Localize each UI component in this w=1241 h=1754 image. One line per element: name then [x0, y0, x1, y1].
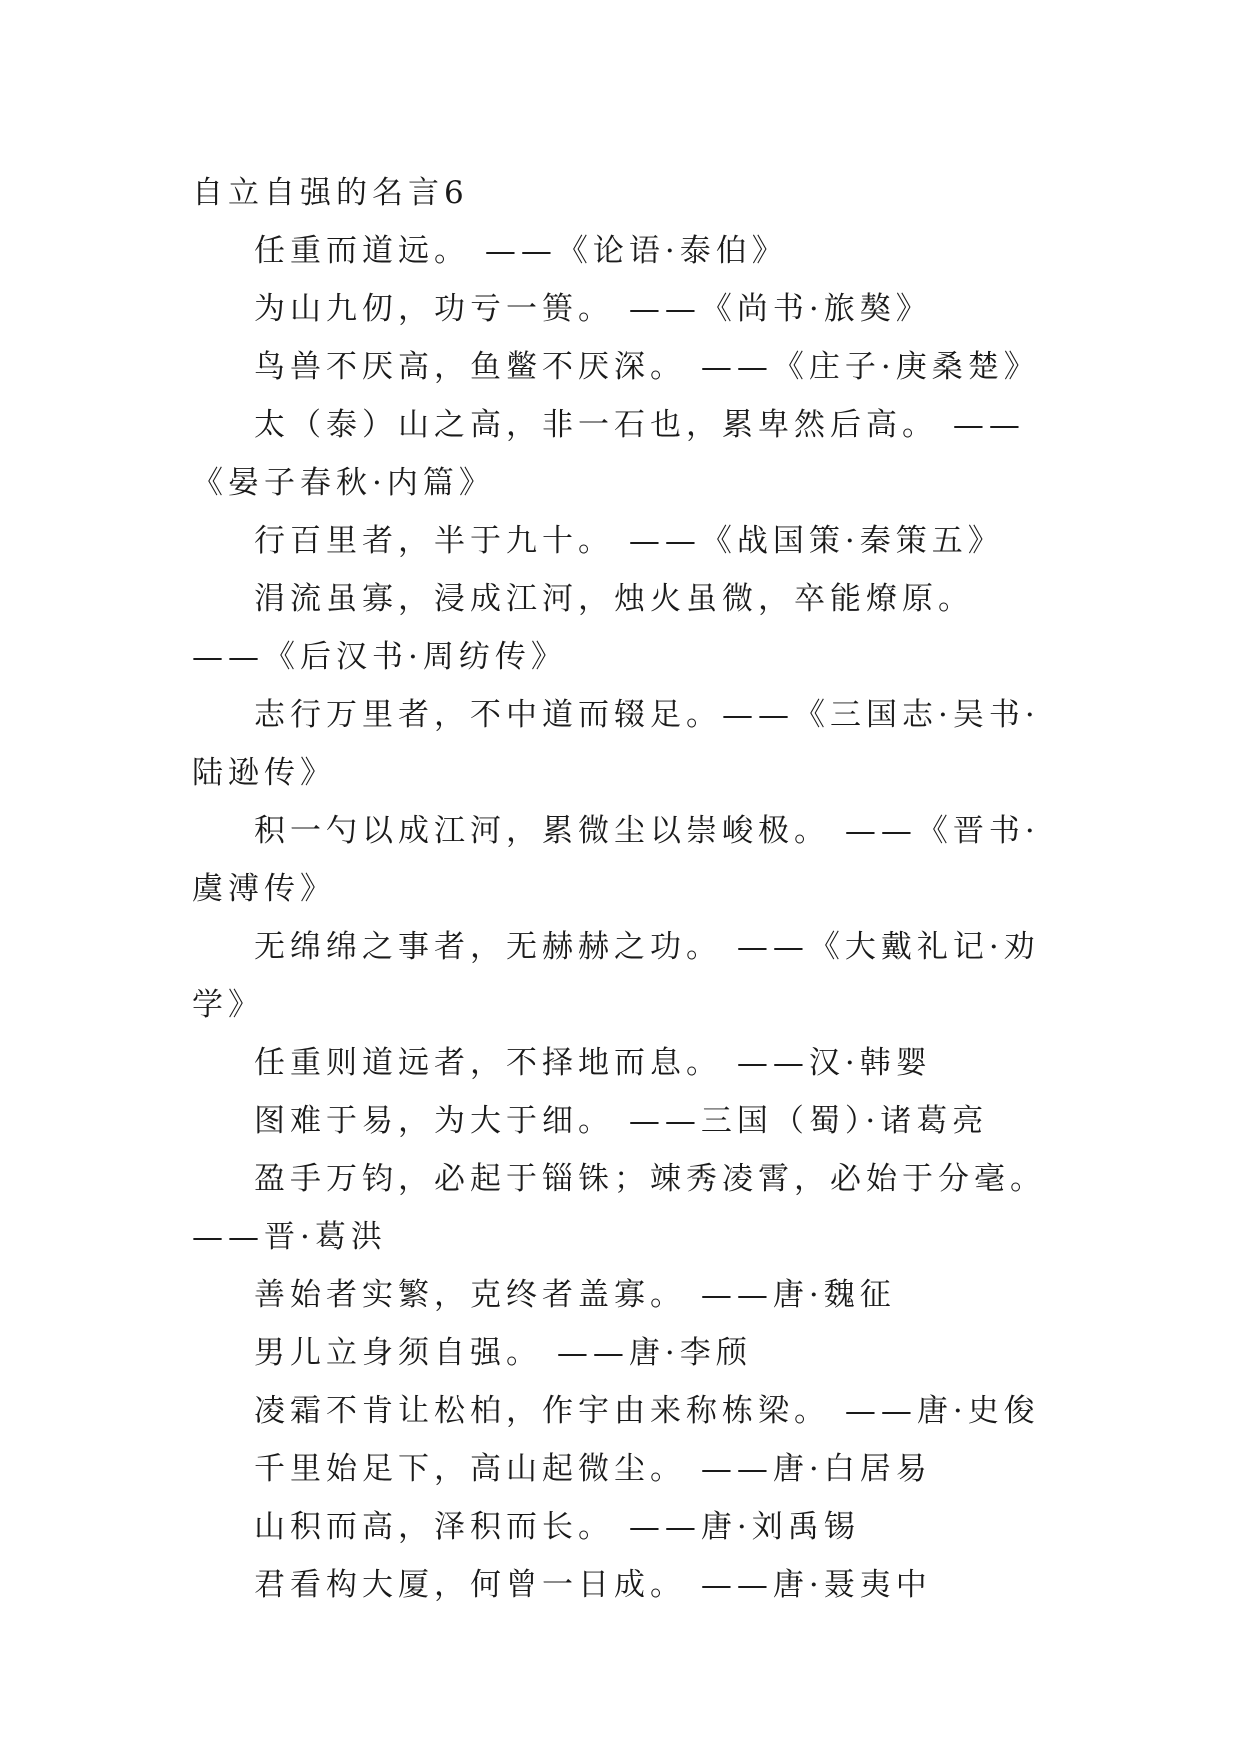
- quote-paragraph: 任重则道远者，不择地而息。 ——汉·韩婴: [254, 1045, 932, 1081]
- quote-paragraph: 志行万里者，不中道而辍足。——《三国志·吴书·陆逊传》: [192, 697, 1040, 791]
- quote-paragraph: 君看构大厦，何曾一日成。 ——唐·聂夷中: [254, 1567, 932, 1603]
- quote-paragraph: 涓流虽寡，浸成江河，烛火虽微，卒能燎原。 ——《后汉书·周纺传》: [192, 581, 974, 675]
- quote-paragraph: 山积而高，泽积而长。 ——唐·刘禹锡: [254, 1509, 860, 1545]
- quote-paragraph: 无绵绵之事者，无赫赫之功。 ——《大戴礼记·劝学》: [192, 929, 1040, 1023]
- quote-paragraph: 太（泰）山之高，非一石也，累卑然后高。 ——《晏子春秋·内篇》: [192, 407, 1025, 501]
- quote-paragraph: 行百里者，半于九十。 ——《战国策·秦策五》: [254, 523, 1004, 559]
- quote-paragraph: 任重而道远。 ——《论语·泰伯》: [254, 233, 788, 269]
- quote-paragraph: 盈手万钧，必起于锱铢；竦秀凌霄，必始于分毫。 ——晋·葛洪: [192, 1161, 1046, 1255]
- quote-paragraph: 千里始足下，高山起微尘。 ——唐·白居易: [254, 1451, 932, 1487]
- quote-paragraph: 为山九仞，功亏一篑。 ——《尚书·旅獒》: [254, 291, 932, 327]
- quote-paragraph: 图难于易，为大于细。 ——三国（蜀）·诸葛亮: [254, 1103, 989, 1139]
- document-body: [192, 164, 1052, 1614]
- quote-paragraph: 善始者实繁，克终者盖寡。 ——唐·魏征: [254, 1277, 896, 1313]
- quote-paragraph: 男儿立身须自强。 ——唐·李颀: [254, 1335, 752, 1371]
- document-title: 自立自强的名言6: [192, 175, 469, 211]
- quote-paragraph: 积一勺以成江河，累微尘以崇峻极。 ——《晋书·虞溥传》: [192, 813, 1040, 907]
- quote-paragraph: 凌霜不肯让松柏，作宇由来称栋梁。 ——唐·史俊: [254, 1393, 1040, 1429]
- quote-paragraph: 鸟兽不厌高，鱼鳖不厌深。 ——《庄子·庚桑楚》: [254, 349, 1040, 385]
